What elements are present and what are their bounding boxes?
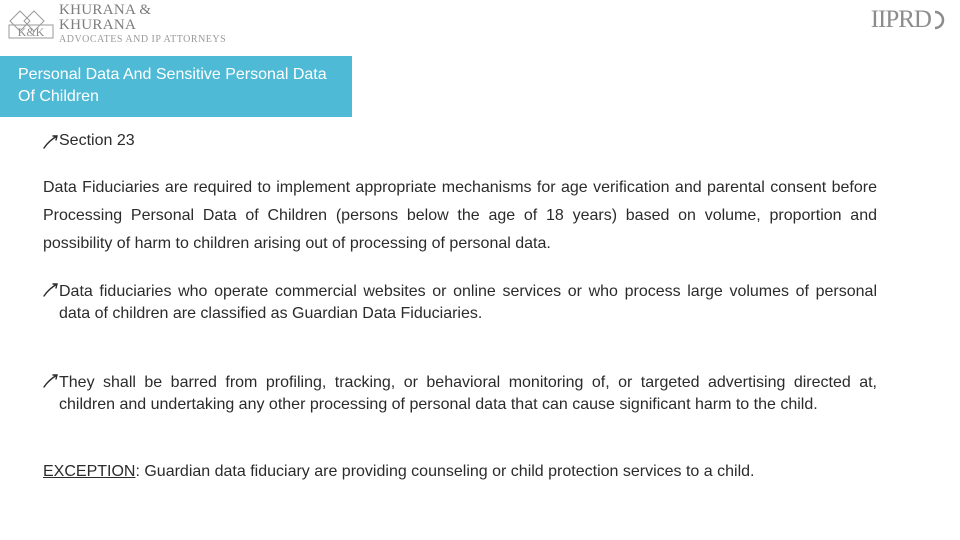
iiprd-mark-icon xyxy=(932,8,952,32)
slide-content xyxy=(43,130,877,486)
section-paragraph: Data Fiduciaries are required to implement appropriate mechanisms for age verification and parental consent before Processing Personal Data of Children (persons below the age of 18 years) based on volume, proportion and possibility of harm to children arising out of processing of personal data. xyxy=(43,179,877,252)
section-heading xyxy=(43,130,877,152)
logo-firm-name: KHURANA & KHURANA xyxy=(59,2,152,33)
section-label: Section 23 xyxy=(59,132,135,149)
bullet-list xyxy=(43,278,877,416)
kk-monogram-icon xyxy=(8,9,54,39)
exception-label: EXCEPTION xyxy=(43,463,136,480)
slide-title: Personal Data And Sensitive Personal Data Of Children xyxy=(0,56,352,117)
exception-note xyxy=(43,458,877,486)
bullet-text: Data fiduciaries who operate commercial websites or online services or who process large volumes of personal data of children are classified as Guardian Data Fiduciaries. xyxy=(59,283,877,322)
list-item xyxy=(43,278,877,325)
exception-text: : Guardian data fiduciary are providing counseling or child protection services to a child. xyxy=(135,463,755,480)
swoosh-arrow-icon xyxy=(43,133,59,151)
bullet-text: They shall be barred from profiling, tracking, or behavioral monitoring of, or targeted advertising directed at, children and undertaking any other processing of personal data that can cause significant harm to the child. xyxy=(59,374,877,413)
swoosh-arrow-icon xyxy=(43,281,59,299)
khurana-logo xyxy=(8,2,228,45)
iiprd-logo-text: IIPRD xyxy=(870,6,931,33)
swoosh-arrow-icon xyxy=(43,372,59,390)
iiprd-logo xyxy=(871,6,952,34)
list-item xyxy=(43,369,877,416)
logo-firm-tagline: ADVOCATES AND IP ATTORNEYS xyxy=(59,34,227,45)
svg-text:K&K: K&K xyxy=(17,25,45,39)
